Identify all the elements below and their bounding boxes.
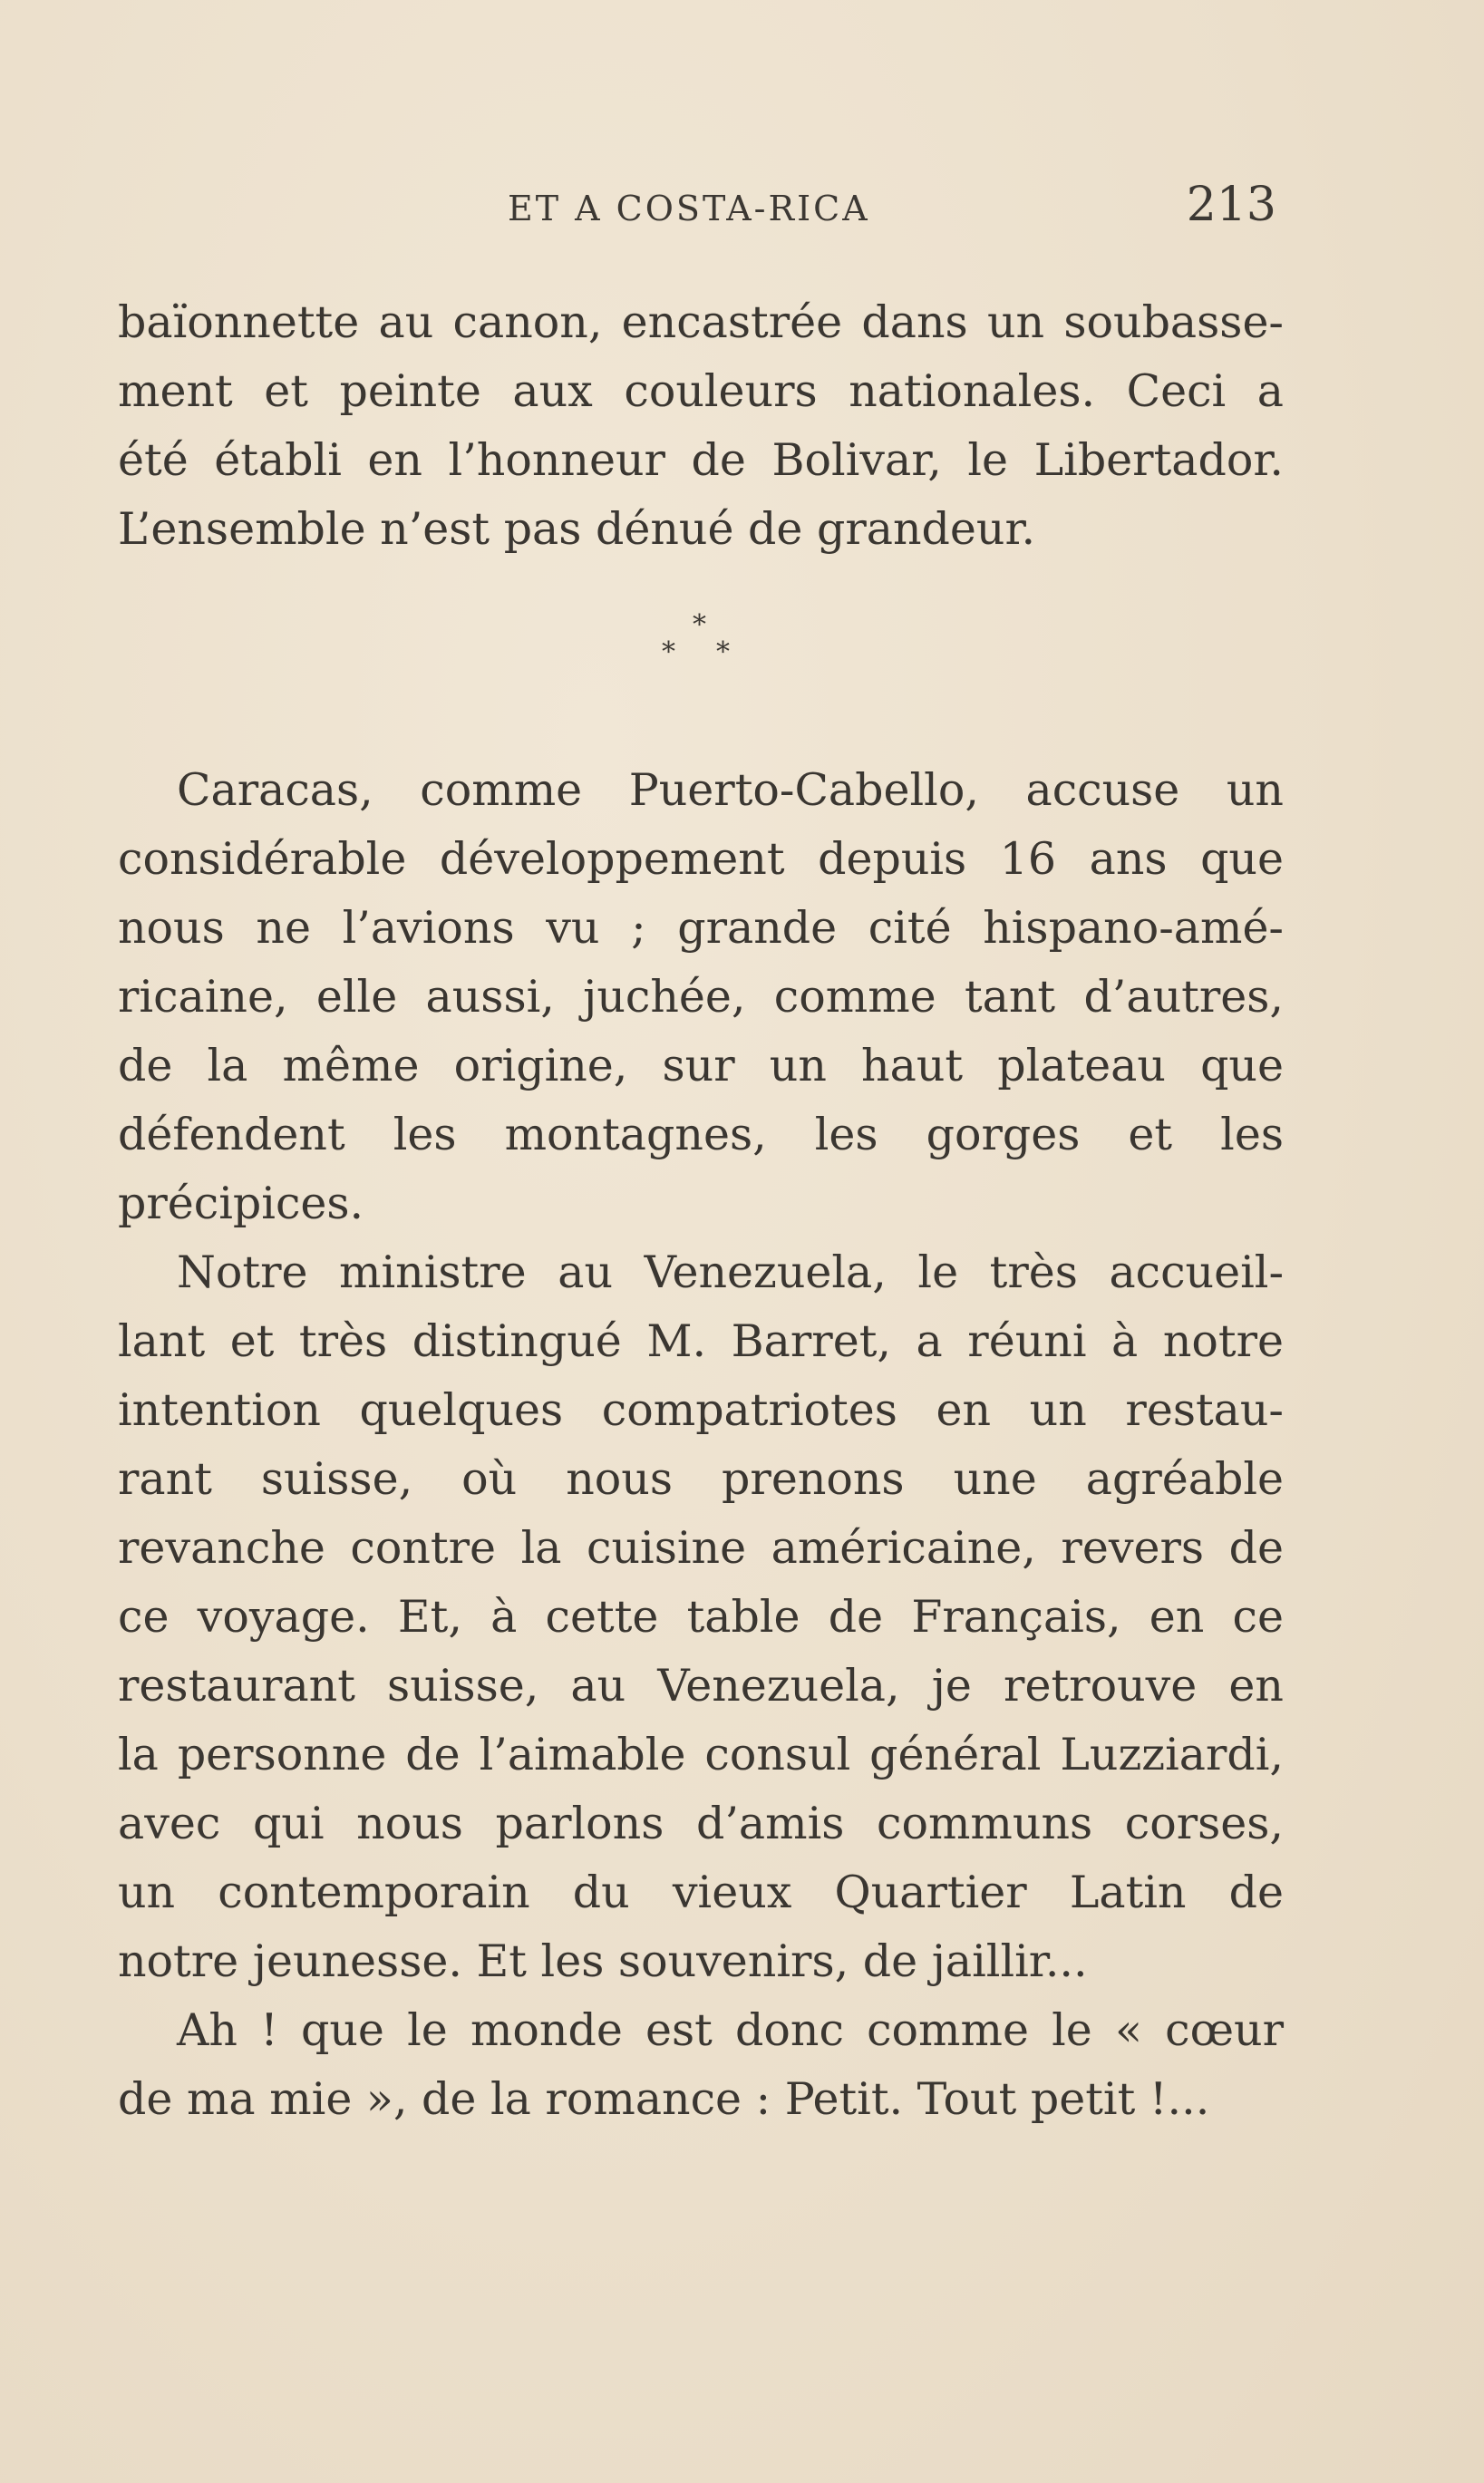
text-line: considérable développement depuis 16 ans que xyxy=(118,833,1284,885)
paragraph-bolivar-monument xyxy=(118,288,1284,564)
text-line: Caracas, comme Puerto-Cabello, accuse un xyxy=(177,764,1284,816)
text-line: lant et très distingué M. Barret, a réuni à notre xyxy=(118,1315,1284,1367)
asterisk: * xyxy=(716,636,730,668)
text-line: rant suisse, où nous prenons une agréable xyxy=(118,1453,1284,1505)
text-line: de la même origine, sur un haut plateau que xyxy=(118,1040,1284,1091)
text-line: notre jeunesse. Et les souvenirs, de jaillir... xyxy=(118,1935,1088,1987)
text-line: Ah ! que le monde est donc comme le « cœur xyxy=(177,2004,1284,2056)
text-line: restaurant suisse, au Venezuela, je retrouve en xyxy=(118,1660,1284,1712)
text-line: la personne de l’aimable consul général Luzziardi, xyxy=(118,1729,1284,1780)
running-head: ET A COSTA-RICA xyxy=(508,189,870,228)
page-number: 213 xyxy=(1186,178,1276,232)
text-line: ce voyage. Et, à cette table de Français, en ce xyxy=(118,1591,1284,1643)
text-line: de ma mie », de la romance : Petit. Tout petit !... xyxy=(118,2073,1210,2125)
paragraph-romance xyxy=(118,1996,1284,2134)
text-line: un contemporain du vieux Quartier Latin de xyxy=(118,1867,1284,1918)
text-line: nous ne l’avions vu ; grande cité hispano-amé- xyxy=(118,902,1284,954)
text-line: ricaine, elle aussi, juchée, comme tant d’autres, xyxy=(118,971,1284,1023)
text-line: intention quelques compatriotes en un restau- xyxy=(118,1384,1284,1436)
paragraph-caracas xyxy=(118,756,1284,1238)
text-line: avec qui nous parlons d’amis communs corses, xyxy=(118,1798,1284,1849)
paragraph-minister xyxy=(118,1238,1284,1996)
body-text xyxy=(118,288,1284,2134)
text-line: Notre ministre au Venezuela, le très accueil- xyxy=(177,1246,1284,1298)
page-header xyxy=(118,178,1284,232)
text-line: L’ensemble n’est pas dénué de grandeur. xyxy=(118,503,1036,555)
text-line: baïonnette au canon, encastrée dans un soubasse- xyxy=(118,296,1284,348)
text-line: précipices. xyxy=(118,1178,364,1229)
asterisk: * xyxy=(662,636,675,668)
text-line: été établi en l’honneur de Bolivar, le Libertador. xyxy=(118,434,1284,486)
text-line: ment et peinte aux couleurs nationales. Ceci a xyxy=(118,365,1284,417)
text-line: défendent les montagnes, les gorges et les xyxy=(118,1109,1284,1160)
asterism-separator xyxy=(118,564,1284,756)
asterisk: * xyxy=(693,609,706,641)
text-line: revanche contre la cuisine américaine, revers de xyxy=(118,1522,1284,1574)
